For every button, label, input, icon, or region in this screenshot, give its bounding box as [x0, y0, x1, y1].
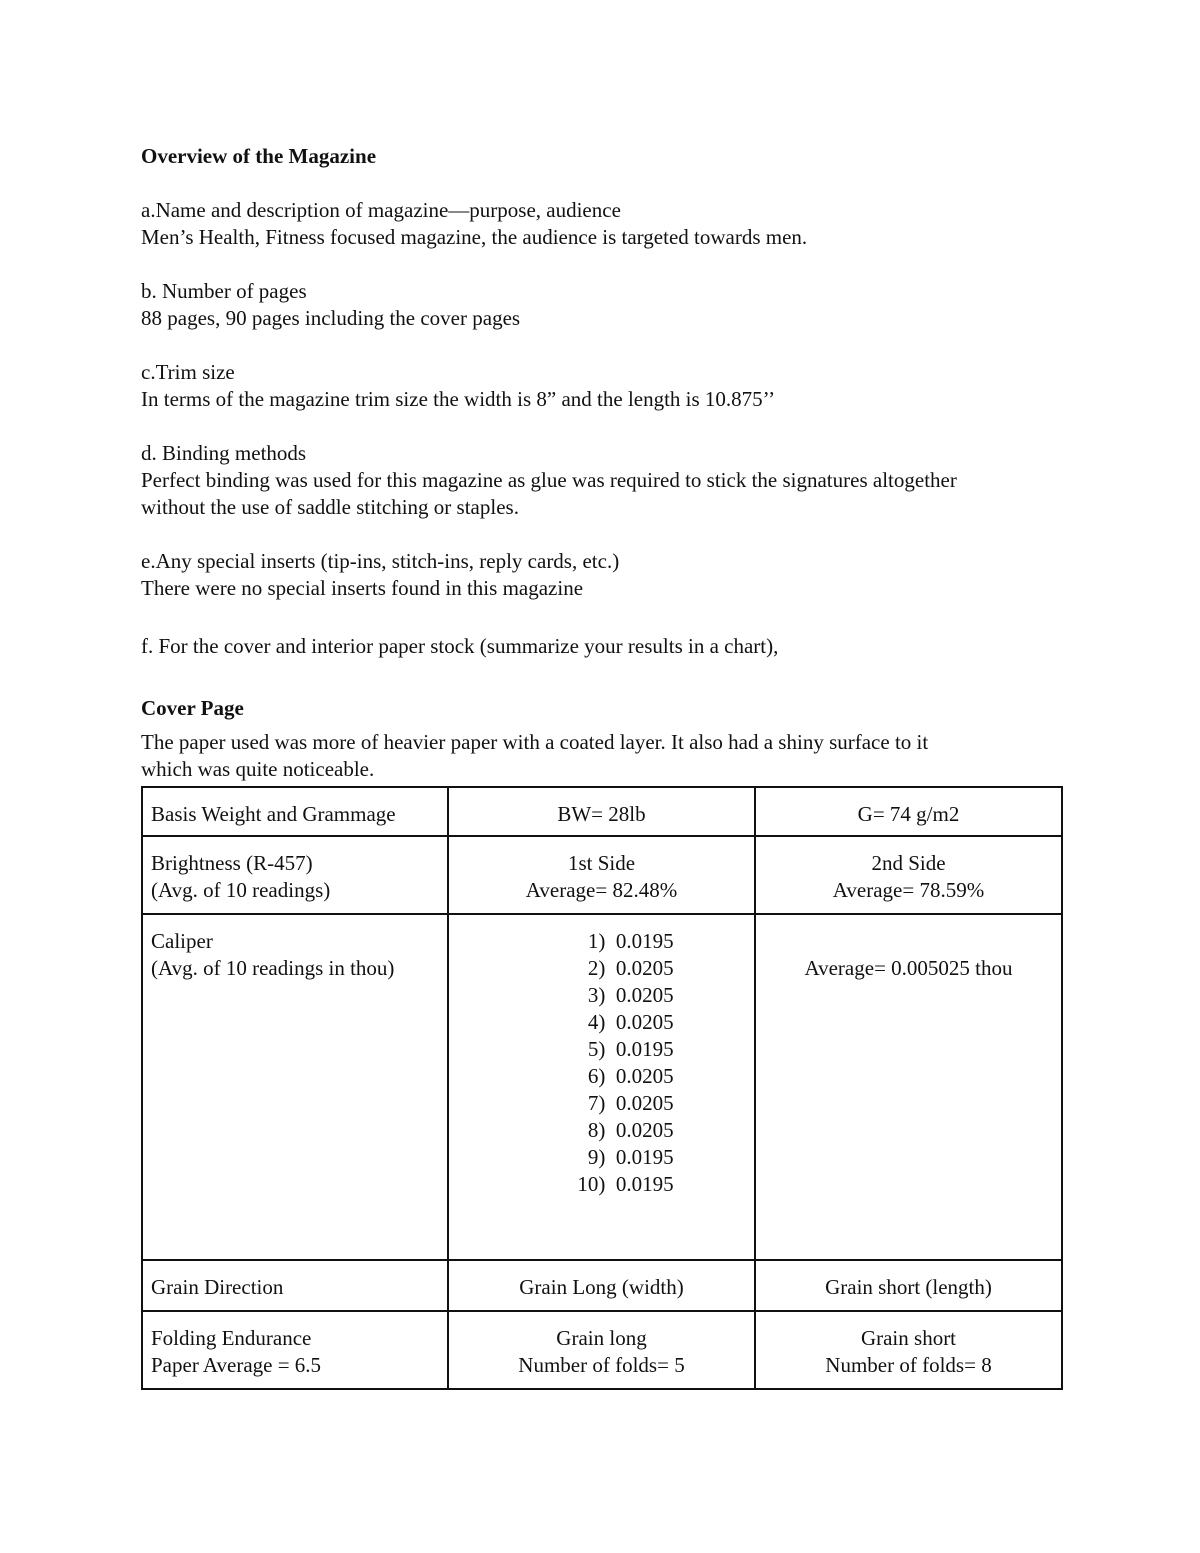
- basis-weight-label: Basis Weight and Grammage: [142, 787, 448, 836]
- section-d-answer-line2: without the use of saddle stitching or staples.: [141, 495, 519, 519]
- section-f-label: f. For the cover and interior paper stock (summarize your results in a chart),: [141, 634, 779, 658]
- caliper-average-cell: [755, 914, 1062, 1260]
- caliper-reading-number: 8): [587, 1118, 606, 1142]
- caliper-reading-number: 10): [577, 1172, 606, 1196]
- caliper-reading-value: 0.0195: [615, 1145, 674, 1169]
- section-f: [141, 633, 1071, 660]
- caliper-reading: [569, 1117, 673, 1144]
- caliper-reading-number: 1): [587, 929, 606, 953]
- caliper-readings-list: [569, 928, 673, 1198]
- caliper-reading-value: 0.0195: [615, 929, 674, 953]
- grain-direction-label: Grain Direction: [142, 1260, 448, 1311]
- caliper-reading-value: 0.0205: [615, 983, 674, 1007]
- section-c-answer: In terms of the magazine trim size the width is 8” and the length is 10.875’’: [141, 387, 776, 411]
- caliper-reading: [569, 1144, 673, 1171]
- table-row-brightness: [142, 836, 1062, 914]
- section-e-label: e.Any special inserts (tip-ins, stitch-ins, reply cards, etc.): [141, 549, 620, 573]
- section-d: [141, 440, 1071, 521]
- page-title: Overview of the Magazine: [141, 144, 377, 168]
- section-a-label: a.Name and description of magazine—purpose, audience: [141, 198, 621, 222]
- basis-weight-bw: BW= 28lb: [448, 787, 755, 836]
- table-row-folding-endurance: [142, 1311, 1062, 1389]
- caliper-reading-value: 0.0205: [615, 1118, 674, 1142]
- folding-grain-short: Grain short Number of folds= 8: [755, 1311, 1062, 1389]
- caliper-readings: [448, 914, 755, 1260]
- grain-short: Grain short (length): [755, 1260, 1062, 1311]
- section-e: [141, 548, 1071, 602]
- caliper-reading-value: 0.0205: [615, 1010, 674, 1034]
- caliper-reading: [569, 1171, 673, 1198]
- caliper-reading: [569, 1063, 673, 1090]
- brightness-side1: 1st Side Average= 82.48%: [448, 836, 755, 914]
- caliper-reading-number: 2): [587, 956, 606, 980]
- section-d-answer-line1: Perfect binding was used for this magazine as glue was required to stick the signatures altogether: [141, 468, 957, 492]
- basis-weight-grammage: G= 74 g/m2: [755, 787, 1062, 836]
- caliper-reading-number: 4): [587, 1010, 606, 1034]
- section-e-answer: There were no special inserts found in this magazine: [141, 576, 584, 600]
- section-d-label: d. Binding methods: [141, 441, 307, 465]
- caliper-reading: [569, 1090, 673, 1117]
- cover-description: [141, 729, 1071, 783]
- cover-description-line1: The paper used was more of heavier paper with a coated layer. It also had a shiny surface to it: [141, 730, 929, 754]
- caliper-label: Caliper (Avg. of 10 readings in thou): [142, 914, 448, 1260]
- caliper-reading-value: 0.0195: [615, 1172, 674, 1196]
- section-a-answer: Men’s Health, Fitness focused magazine, the audience is targeted towards men.: [141, 225, 808, 249]
- caliper-reading: [569, 1036, 673, 1063]
- caliper-reading-number: 6): [587, 1064, 606, 1088]
- caliper-reading-number: 5): [587, 1037, 606, 1061]
- caliper-reading-value: 0.0205: [615, 1091, 674, 1115]
- caliper-reading-value: 0.0195: [615, 1037, 674, 1061]
- caliper-reading-number: 9): [587, 1145, 606, 1169]
- grain-long: Grain Long (width): [448, 1260, 755, 1311]
- caliper-reading: [569, 928, 673, 955]
- section-a: [141, 197, 1071, 251]
- table-row-grain-direction: [142, 1260, 1062, 1311]
- caliper-reading-value: 0.0205: [615, 956, 674, 980]
- caliper-reading: [569, 982, 673, 1009]
- section-b: [141, 278, 1071, 332]
- caliper-reading-value: 0.0205: [615, 1064, 674, 1088]
- brightness-label: Brightness (R-457) (Avg. of 10 readings): [142, 836, 448, 914]
- folding-endurance-label: Folding Endurance Paper Average = 6.5: [142, 1311, 448, 1389]
- brightness-side2: 2nd Side Average= 78.59%: [755, 836, 1062, 914]
- cover-description-line2: which was quite noticeable.: [141, 757, 375, 781]
- section-c-label: c.Trim size: [141, 360, 235, 384]
- section-b-label: b. Number of pages: [141, 279, 307, 303]
- table-row-basis-weight: [142, 787, 1062, 836]
- folding-grain-long: Grain long Number of folds= 5: [448, 1311, 755, 1389]
- caliper-reading-number: 3): [587, 983, 606, 1007]
- caliper-average: Average= 0.005025 thou: [804, 956, 1013, 980]
- table-row-caliper: [142, 914, 1062, 1260]
- caliper-reading-number: 7): [587, 1091, 606, 1115]
- section-c: [141, 359, 1071, 413]
- cover-page-heading: Cover Page: [141, 696, 244, 720]
- caliper-reading: [569, 1009, 673, 1036]
- section-b-answer: 88 pages, 90 pages including the cover pages: [141, 306, 521, 330]
- paper-properties-table: [141, 786, 1063, 1390]
- caliper-reading: [569, 955, 673, 982]
